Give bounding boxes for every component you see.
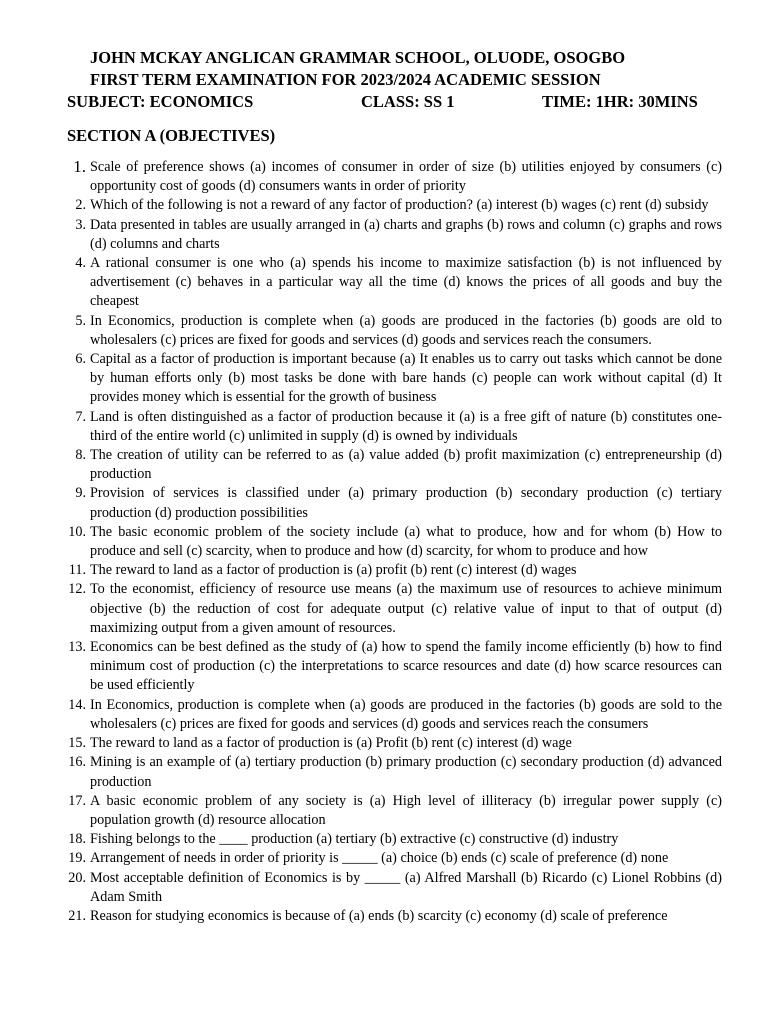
question-item xyxy=(0,907,768,926)
question-list xyxy=(0,158,768,926)
question-text: Economics can be best defined as the study of (a) how to spend the family income efficiently (b) how to find minimum cost of production (c) the interpretations to scarce resources and date (d) how scarce resources can be used efficiently xyxy=(90,639,722,694)
question-text: The reward to land as a factor of production is (a) Profit (b) rent (c) interest (d) wage xyxy=(90,735,572,752)
question-item xyxy=(0,350,768,408)
school-name: JOHN MCKAY ANGLICAN GRAMMAR SCHOOL, OLUODE, OSOGBO xyxy=(90,48,626,67)
question-text: Data presented in tables are usually arranged in (a) charts and graphs (b) rows and column (c) graphs and rows (d) columns and charts xyxy=(90,216,722,252)
question-text: Provision of services is classified under (a) primary production (b) secondary production (c) tertiary production (d) production possibilities xyxy=(90,485,722,521)
section-heading: SECTION A (OBJECTIVES) xyxy=(67,126,276,145)
question-number: 15. xyxy=(68,735,86,752)
question-number: 19. xyxy=(68,850,86,867)
time-label: TIME: 1HR: 30MINS xyxy=(542,92,698,111)
question-item xyxy=(0,638,768,696)
question-number: 10. xyxy=(68,523,86,540)
question-text: The creation of utility can be referred to as (a) value added (b) profit maximization (c) entrepreneurship (d) production xyxy=(90,447,722,483)
question-number: 17. xyxy=(68,792,86,809)
question-number: 21. xyxy=(68,907,86,924)
question-number: 13. xyxy=(68,639,86,656)
question-item xyxy=(0,792,768,830)
question-number: 1. xyxy=(73,157,86,176)
question-item xyxy=(0,196,768,215)
question-item xyxy=(0,696,768,734)
question-text: Fishing belongs to the ____ production (a) tertiary (b) extractive (c) constructive (d) industry xyxy=(90,831,619,848)
question-item xyxy=(0,523,768,561)
question-item xyxy=(0,753,768,791)
question-item xyxy=(0,408,768,446)
question-number: 5. xyxy=(75,312,86,329)
question-item xyxy=(0,830,768,849)
question-text: Capital as a factor of production is important because (a) It enables us to carry out tasks which cannot be done by human efforts only (b) most tasks be done with bare hands (c) people can work without capital (d) It provides money which is essential for the growth of business xyxy=(90,351,722,406)
question-item xyxy=(0,254,768,312)
question-number: 9. xyxy=(75,485,86,502)
question-number: 4. xyxy=(75,255,86,272)
class-label: CLASS: SS 1 xyxy=(361,92,455,111)
question-text: Arrangement of needs in order of priority is _____ (a) choice (b) ends (c) scale of preference (d) none xyxy=(90,850,669,867)
question-item xyxy=(0,869,768,907)
question-text: In Economics, production is complete when (a) goods are produced in the factories (b) goods are sold to the wholesalers (c) prices are fixed for goods and services (d) goods and services reach the consumers xyxy=(90,696,722,732)
question-text: Which of the following is not a reward of any factor of production? (a) interest (b) wages (c) rent (d) subsidy xyxy=(90,197,709,214)
question-number: 14. xyxy=(68,696,86,713)
question-item xyxy=(0,312,768,350)
question-text: A basic economic problem of any society is (a) High level of illiteracy (b) irregular power supply (c) population growth (d) resource allocation xyxy=(90,792,722,828)
question-item xyxy=(0,216,768,254)
question-number: 16. xyxy=(68,754,86,771)
question-item xyxy=(0,158,768,196)
question-text: Mining is an example of (a) tertiary production (b) primary production (c) secondary production (d) advanced production xyxy=(90,754,722,790)
question-item xyxy=(0,849,768,868)
question-text: A rational consumer is one who (a) spends his income to maximize satisfaction (b) is not influenced by advertisement (c) behaves in a particular way all the time (d) knows the prices of all goods and buy the cheapest xyxy=(90,255,722,310)
question-text: Most acceptable definition of Economics is by _____ (a) Alfred Marshall (b) Ricardo (c) Lionel Robbins (d) Adam Smith xyxy=(90,869,722,905)
question-number: 3. xyxy=(75,216,86,233)
question-item xyxy=(0,580,768,638)
question-number: 2. xyxy=(75,197,86,214)
question-number: 7. xyxy=(75,408,86,425)
question-text: The basic economic problem of the society include (a) what to produce, how and for whom (b) How to produce and sell (c) scarcity, when to produce and how (d) scarcity, for whom to produce and how xyxy=(90,523,722,560)
question-item xyxy=(0,484,768,522)
subject-label: SUBJECT: ECONOMICS xyxy=(67,92,254,111)
question-number: 12. xyxy=(68,581,86,598)
question-item xyxy=(0,734,768,753)
question-number: 20. xyxy=(68,869,86,886)
question-text: Land is often distinguished as a factor of production because it (a) is a free gift of nature (b) constitutes one-third of the entire world (c) unlimited in supply (d) is owned by individuals xyxy=(90,408,722,444)
question-text: Scale of preference shows (a) incomes of consumer in order of size (b) utilities enjoyed by consumers (c) opportunity cost of goods (d) consumers wants in order of priority xyxy=(90,159,722,195)
question-item xyxy=(0,446,768,484)
question-number: 18. xyxy=(68,831,86,848)
question-text: Reason for studying economics is because of (a) ends (b) scarcity (c) economy (d) scale of preference xyxy=(90,907,668,924)
question-number: 11. xyxy=(68,562,86,579)
question-item xyxy=(0,561,768,580)
question-text: To the economist, efficiency of resource use means (a) the maximum use of resources to achieve minimum objective (b) the reduction of cost for adequate output (c) relative value of input to that of output (d) maximizing output from a given amount of resources. xyxy=(90,581,722,636)
question-number: 6. xyxy=(75,351,86,368)
question-number: 8. xyxy=(75,447,86,464)
question-text: In Economics, production is complete when (a) goods are produced in the factories (b) goods are old to wholesalers (c) prices are fixed for goods and services (d) goods and services reach the consumers. xyxy=(90,312,722,348)
question-text: The reward to land as a factor of production is (a) profit (b) rent (c) interest (d) wages xyxy=(90,562,577,579)
exam-title: FIRST TERM EXAMINATION FOR 2023/2024 ACADEMIC SESSION xyxy=(90,70,601,89)
